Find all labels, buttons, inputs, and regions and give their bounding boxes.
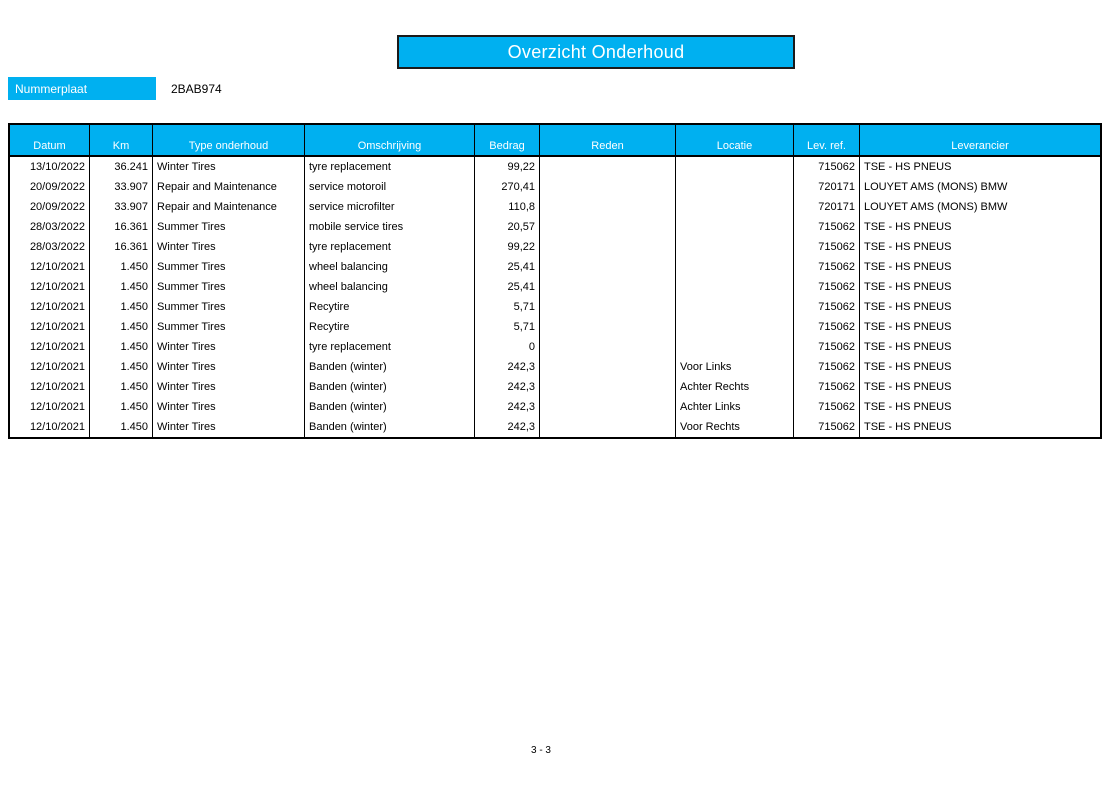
table-row <box>10 237 1100 257</box>
table-cell: 12/10/2021 <box>10 397 90 417</box>
table-row <box>10 417 1100 437</box>
table-cell: Summer Tires <box>153 257 305 277</box>
table-cell: TSE - HS PNEUS <box>864 321 952 333</box>
table-cell: tyre replacement <box>305 337 475 357</box>
table-cell: TSE - HS PNEUS <box>864 241 952 253</box>
column-header: Omschrijving <box>305 125 475 155</box>
table-cell: TSE - HS PNEUS <box>864 421 952 433</box>
table-cell: Winter Tires <box>153 417 305 437</box>
table-cell: TSE - HS PNEUS <box>864 221 952 233</box>
column-header: Type onderhoud <box>153 125 305 155</box>
table-cell: 0 <box>475 337 540 357</box>
table-row <box>10 177 1100 197</box>
table-row <box>10 297 1100 317</box>
table-cell <box>676 197 794 217</box>
table-cell: 20/09/2022 <box>10 177 90 197</box>
table-cell: 12/10/2021 <box>10 377 90 397</box>
table-cell <box>540 397 676 417</box>
table-cell: 1.450 <box>90 417 153 437</box>
table-cell: Summer Tires <box>153 317 305 337</box>
table-row <box>10 317 1100 337</box>
table-cell: 715062 <box>794 217 860 237</box>
table-cell: 715062 <box>794 337 860 357</box>
table-cell: tyre replacement <box>305 237 475 257</box>
column-header: Leverancier <box>951 140 1009 152</box>
table-cell: Winter Tires <box>153 157 305 177</box>
column-header: Km <box>90 125 153 155</box>
table-cell: 1.450 <box>90 377 153 397</box>
table-cell: 5,71 <box>475 297 540 317</box>
table-cell: Recytire <box>305 297 475 317</box>
table-cell <box>676 237 794 257</box>
table-cell: Winter Tires <box>153 377 305 397</box>
table-cell: TSE - HS PNEUS <box>864 281 952 293</box>
table-cell: service motoroil <box>305 177 475 197</box>
table-cell: 12/10/2021 <box>10 277 90 297</box>
table-row <box>10 257 1100 277</box>
column-header: Reden <box>540 125 676 155</box>
table-cell <box>540 257 676 277</box>
table-cell: 1.450 <box>90 277 153 297</box>
table-cell: Banden (winter) <box>305 357 475 377</box>
table-cell: 1.450 <box>90 397 153 417</box>
table-cell <box>540 177 676 197</box>
table-cell: mobile service tires <box>305 217 475 237</box>
table-cell: 20/09/2022 <box>10 197 90 217</box>
table-row <box>10 277 1100 297</box>
table-cell: TSE - HS PNEUS <box>864 341 952 353</box>
table-cell: Summer Tires <box>153 217 305 237</box>
table-cell: 715062 <box>794 297 860 317</box>
table-cell: TSE - HS PNEUS <box>864 401 952 413</box>
table-cell: 12/10/2021 <box>10 337 90 357</box>
table-cell <box>540 237 676 257</box>
table-cell: 1.450 <box>90 357 153 377</box>
table-cell: 5,71 <box>475 317 540 337</box>
table-cell: Voor Rechts <box>676 417 794 437</box>
table-cell: 715062 <box>794 357 860 377</box>
table-row <box>10 377 1100 397</box>
table-cell: Achter Rechts <box>676 377 794 397</box>
table-cell: 12/10/2021 <box>10 357 90 377</box>
table-cell: 715062 <box>794 157 860 177</box>
table-cell <box>676 157 794 177</box>
table-cell: 1.450 <box>90 337 153 357</box>
table-cell <box>676 217 794 237</box>
table-cell: 242,3 <box>475 417 540 437</box>
table-cell: Banden (winter) <box>305 397 475 417</box>
table-cell: 1.450 <box>90 297 153 317</box>
table-cell: 12/10/2021 <box>10 257 90 277</box>
table-cell <box>540 317 676 337</box>
table-row <box>10 217 1100 237</box>
table-cell <box>540 417 676 437</box>
table-cell <box>676 177 794 197</box>
table-cell: Repair and Maintenance <box>153 177 305 197</box>
table-cell <box>540 297 676 317</box>
table-cell: 242,3 <box>475 397 540 417</box>
table-cell: 12/10/2021 <box>10 317 90 337</box>
table-cell: service microfilter <box>305 197 475 217</box>
table-cell <box>540 277 676 297</box>
table-cell <box>540 377 676 397</box>
table-cell: Recytire <box>305 317 475 337</box>
table-cell: 16.361 <box>90 217 153 237</box>
table-cell: 36.241 <box>90 157 153 177</box>
table-cell: 33.907 <box>90 177 153 197</box>
table-cell: 33.907 <box>90 197 153 217</box>
table-cell: 20,57 <box>475 217 540 237</box>
table-cell: Summer Tires <box>153 297 305 317</box>
table-cell: 13/10/2022 <box>10 157 90 177</box>
table-body <box>10 157 1100 437</box>
maintenance-table <box>8 123 1102 439</box>
table-cell: 720171 <box>794 197 860 217</box>
table-cell: 28/03/2022 <box>10 217 90 237</box>
table-cell: Winter Tires <box>153 337 305 357</box>
table-cell <box>676 297 794 317</box>
table-cell: TSE - HS PNEUS <box>864 361 952 373</box>
table-cell: Winter Tires <box>153 397 305 417</box>
table-cell: 99,22 <box>475 157 540 177</box>
table-row <box>10 197 1100 217</box>
table-cell: 25,41 <box>475 277 540 297</box>
column-header: Bedrag <box>475 125 540 155</box>
table-cell: Summer Tires <box>153 277 305 297</box>
table-cell: 1.450 <box>90 257 153 277</box>
table-cell: wheel balancing <box>305 277 475 297</box>
table-cell <box>676 257 794 277</box>
table-cell: TSE - HS PNEUS <box>864 301 952 313</box>
table-cell <box>540 157 676 177</box>
table-cell <box>676 337 794 357</box>
table-cell <box>540 357 676 377</box>
table-row <box>10 337 1100 357</box>
table-cell: Winter Tires <box>153 237 305 257</box>
table-cell: Winter Tires <box>153 357 305 377</box>
table-cell: 715062 <box>794 397 860 417</box>
table-cell: wheel balancing <box>305 257 475 277</box>
license-plate-label: Nummerplaat <box>8 77 156 100</box>
table-cell: Banden (winter) <box>305 377 475 397</box>
table-cell: 270,41 <box>475 177 540 197</box>
table-cell <box>540 197 676 217</box>
table-cell: 715062 <box>794 237 860 257</box>
table-cell: 1.450 <box>90 317 153 337</box>
table-cell: LOUYET AMS (MONS) BMW <box>864 201 1008 213</box>
table-cell: 12/10/2021 <box>10 417 90 437</box>
table-cell: Banden (winter) <box>305 417 475 437</box>
table-cell: Repair and Maintenance <box>153 197 305 217</box>
table-cell: 12/10/2021 <box>10 297 90 317</box>
table-cell: 715062 <box>794 317 860 337</box>
table-cell: 25,41 <box>475 257 540 277</box>
table-cell: 715062 <box>794 277 860 297</box>
column-header: Datum <box>10 125 90 155</box>
table-row <box>10 397 1100 417</box>
page-indicator: 3 - 3 <box>530 745 551 756</box>
table-cell: Voor Links <box>676 357 794 377</box>
table-cell <box>676 277 794 297</box>
table-cell: TSE - HS PNEUS <box>864 161 952 173</box>
table-cell: TSE - HS PNEUS <box>864 381 952 393</box>
table-row <box>10 157 1100 177</box>
table-cell <box>540 217 676 237</box>
table-cell <box>540 337 676 357</box>
table-cell: Achter Links <box>676 397 794 417</box>
license-plate-field <box>8 77 222 100</box>
table-header-row <box>10 125 1100 157</box>
table-cell: 720171 <box>794 177 860 197</box>
table-cell: LOUYET AMS (MONS) BMW <box>864 181 1008 193</box>
table-cell: 715062 <box>794 257 860 277</box>
table-cell: TSE - HS PNEUS <box>864 261 952 273</box>
table-cell: tyre replacement <box>305 157 475 177</box>
table-cell: 242,3 <box>475 357 540 377</box>
table-cell: 242,3 <box>475 377 540 397</box>
license-plate-value: 2BAB974 <box>171 81 222 96</box>
table-cell: 16.361 <box>90 237 153 257</box>
table-cell: 99,22 <box>475 237 540 257</box>
table-row <box>10 357 1100 377</box>
table-cell: 110,8 <box>475 197 540 217</box>
column-header: Locatie <box>676 125 794 155</box>
table-cell <box>676 317 794 337</box>
table-cell: 715062 <box>794 417 860 437</box>
report-title-text: Overzicht Onderhoud <box>507 41 685 62</box>
table-cell: 715062 <box>794 377 860 397</box>
table-cell: 28/03/2022 <box>10 237 90 257</box>
report-title <box>397 35 795 69</box>
column-header: Lev. ref. <box>794 125 860 155</box>
